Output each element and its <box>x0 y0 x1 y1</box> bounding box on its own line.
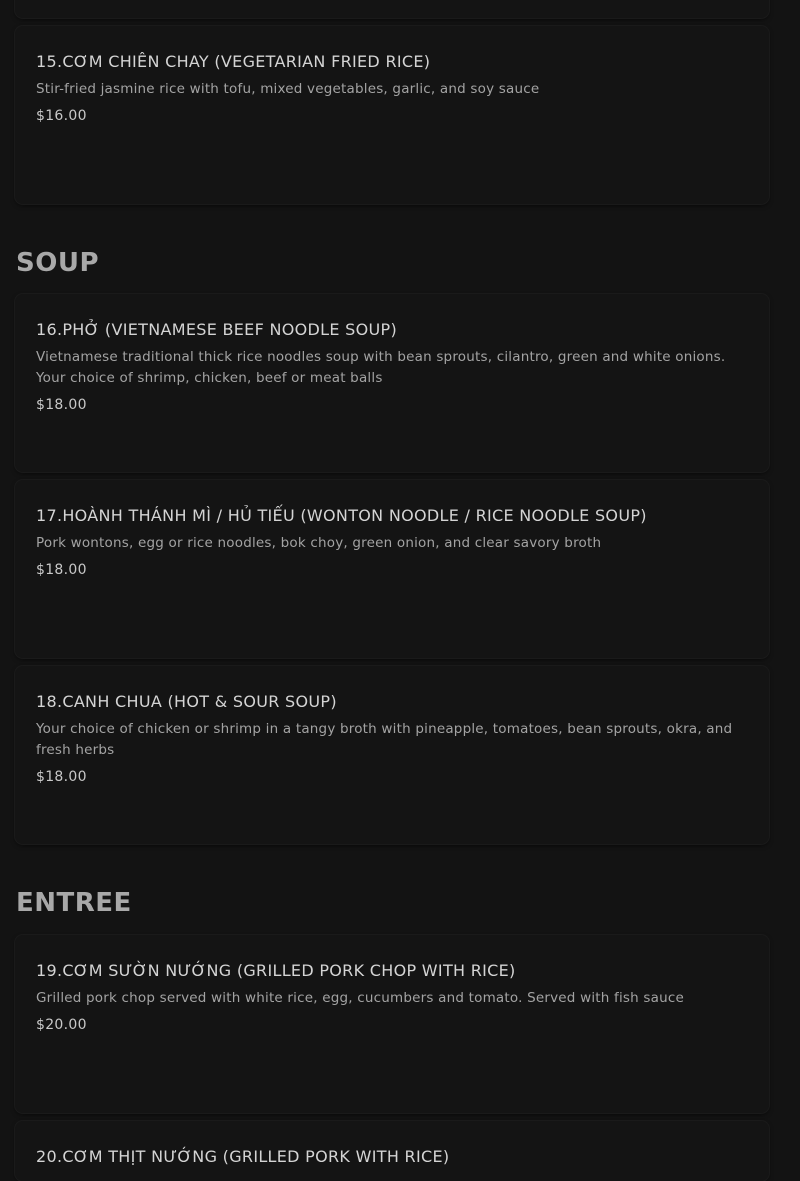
menu-item-card[interactable] <box>15 935 769 1113</box>
menu-item-card-partial[interactable] <box>15 0 769 18</box>
section-heading-entree: ENTREE <box>16 888 132 918</box>
menu-item-card[interactable] <box>15 1121 769 1181</box>
menu-item-description: Pork wontons, egg or rice noodles, bok choy, green onion, and clear savory broth <box>36 535 602 551</box>
menu-item-title: 19.CƠM SƯỜN NƯỚNG (GRILLED PORK CHOP WITH RICE) <box>36 961 516 980</box>
section-heading-soup: SOUP <box>16 248 99 278</box>
menu-item-price: $20.00 <box>36 1017 87 1033</box>
menu-item-title: 18.CANH CHUA (HOT & SOUR SOUP) <box>36 692 337 711</box>
menu-item-title: 17.HOÀNH THÁNH MÌ / HỦ TIẾU (WONTON NOODLE / RICE NOODLE SOUP) <box>36 506 647 525</box>
menu-item-description: Grilled pork chop served with white rice, egg, cucumbers and tomato. Served with fish sauce <box>36 990 684 1006</box>
menu-item-description: Your choice of chicken or shrimp in a tangy broth with pineapple, tomatoes, bean sprouts, okra, and fresh herbs <box>36 721 733 758</box>
menu-item-title: 16.PHỞ (VIETNAMESE BEEF NOODLE SOUP) <box>36 320 398 339</box>
menu-item-card[interactable] <box>15 666 769 844</box>
menu-item-price: $18.00 <box>36 769 87 785</box>
menu-item-description: Stir-fried jasmine rice with tofu, mixed vegetables, garlic, and soy sauce <box>36 81 540 97</box>
menu-item-card[interactable] <box>15 26 769 204</box>
menu-item-card[interactable] <box>15 294 769 472</box>
menu-item-title: 20.CƠM THỊT NƯỚNG (GRILLED PORK WITH RICE) <box>36 1147 450 1166</box>
menu-item-price: $18.00 <box>36 562 87 578</box>
menu-item-description: Vietnamese traditional thick rice noodles soup with bean sprouts, cilantro, green and white onions. Your choice of shrimp, chicken, beef or meat balls <box>36 349 726 386</box>
menu-item-title: 15.CƠM CHIÊN CHAY (VEGETARIAN FRIED RICE) <box>36 52 431 71</box>
menu-item-card[interactable] <box>15 480 769 658</box>
menu-item-price: $16.00 <box>36 108 87 124</box>
menu-item-price: $18.00 <box>36 397 87 413</box>
